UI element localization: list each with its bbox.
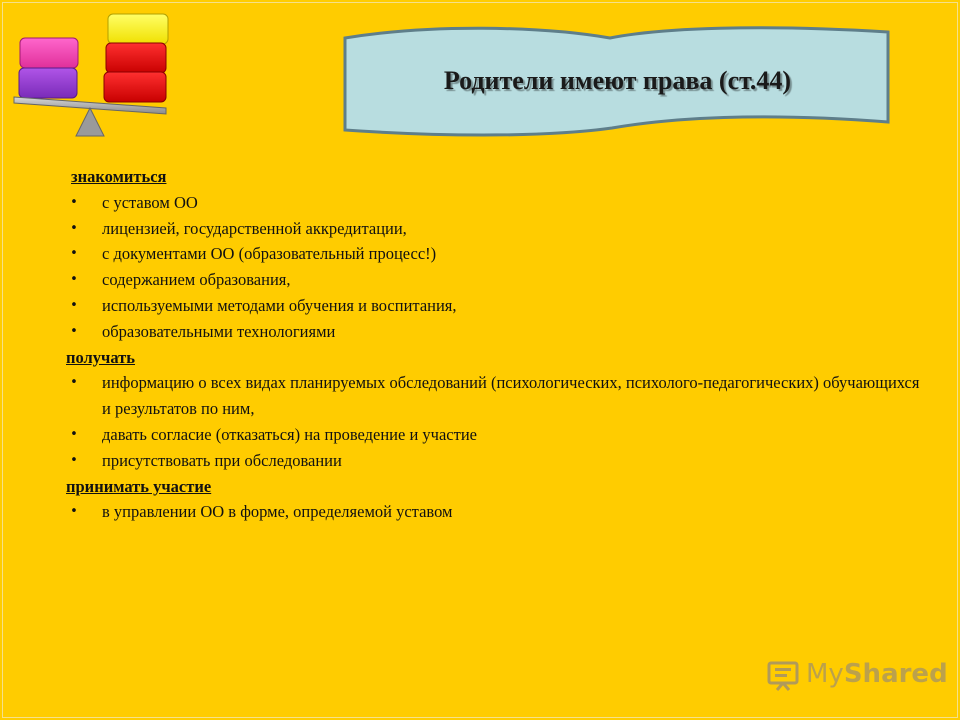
list-item: • присутствовать при обследовании xyxy=(66,448,926,474)
presentation-icon xyxy=(766,657,800,691)
list-item: • информацию о всех видах планируемых обследований (психологических, психолого-педагогических) обучающихся и результатов по ним, xyxy=(66,370,926,422)
section-list xyxy=(66,370,926,473)
balance-scale-icon xyxy=(0,0,180,140)
bullet-icon: • xyxy=(70,504,78,520)
bullet-icon: • xyxy=(70,426,78,442)
list-item: • с документами ОО (образовательный процесс!) xyxy=(66,241,926,267)
section-list xyxy=(66,499,926,525)
rights-content xyxy=(66,164,926,525)
bullet-icon: • xyxy=(70,323,78,339)
section-heading: знакомиться xyxy=(71,167,167,186)
list-item: • давать согласие (отказаться) на проведение и участие xyxy=(66,422,926,448)
bullet-icon: • xyxy=(70,220,78,236)
section-heading: получать xyxy=(66,347,136,367)
bullet-icon: • xyxy=(70,272,78,288)
list-item: • используемыми методами обучения и воспитания, xyxy=(66,293,926,319)
list-item: • содержанием образования, xyxy=(66,267,926,293)
bullet-icon: • xyxy=(70,452,78,468)
list-item: • образовательными технологиями xyxy=(66,319,926,345)
list-item: • лицензией, государственной аккредитации, xyxy=(66,216,926,242)
watermark-text: MyShared xyxy=(806,659,948,689)
myshared-watermark xyxy=(766,656,948,692)
bullet-icon: • xyxy=(70,297,78,313)
list-item: • в управлении ОО в форме, определяемой уставом xyxy=(66,499,926,525)
section-list xyxy=(66,190,926,345)
section-heading: принимать участие xyxy=(66,476,212,496)
bullet-icon: • xyxy=(70,246,78,262)
page-title: Родители имеют права (ст.44) xyxy=(443,66,792,95)
bullet-icon: • xyxy=(70,194,78,210)
list-item: • с уставом ОО xyxy=(66,190,926,216)
bullet-icon: • xyxy=(70,375,78,391)
